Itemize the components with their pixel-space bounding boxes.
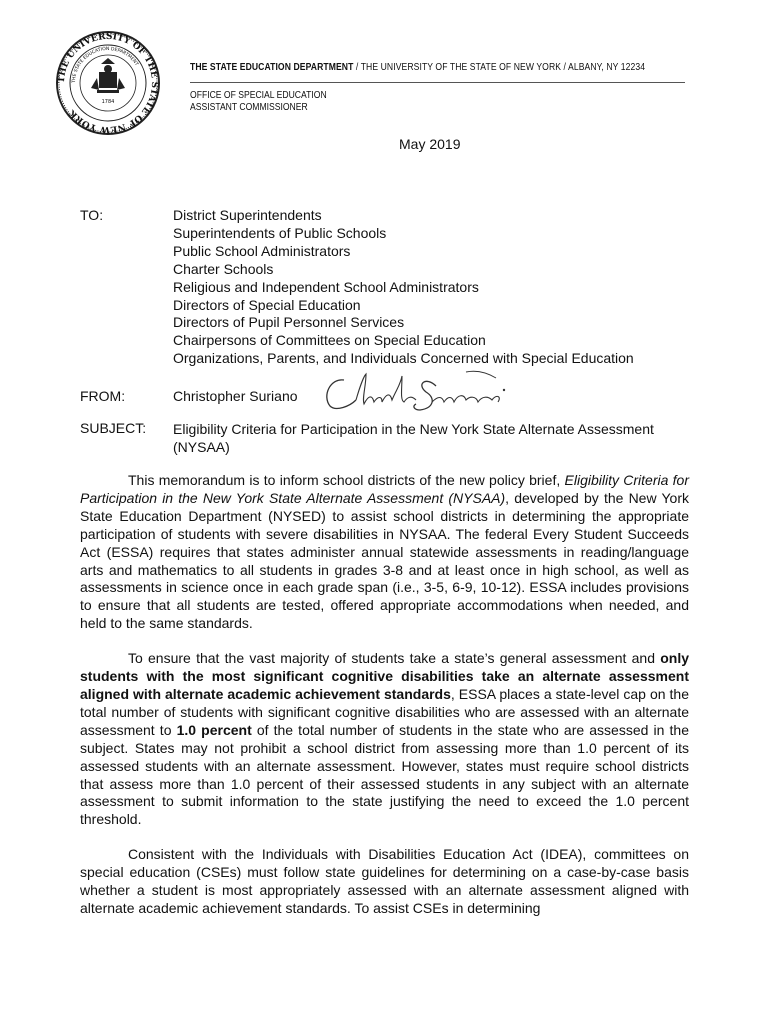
paragraph-text: To ensure that the vast majority of students take a state’s general assessment and (128, 650, 661, 667)
recipient-list (173, 207, 634, 368)
office-block (190, 90, 327, 114)
paragraph (80, 650, 689, 829)
subject-text: Eligibility Criteria for Participation in the New York State Alternate Assessment (NYSAA) (173, 421, 654, 455)
paragraph-text: , ESSA places a state-level cap on the total number of students with significant cognitive disabilities who are assessed with an alternate assessment to (80, 685, 689, 738)
office-name: OFFICE OF SPECIAL EDUCATION (190, 90, 327, 101)
paragraph-text: , developed by the New York State Education Department (NYSED) to assist school districts in determining the appropriate participation of students with severe disabilities in NYSAA. The federal Every Student Succeeds Act (ESSA) requires that states administer annual statewide assessments in reading/language arts and mathematics to all students in grades 3-8 and at least once in high school, as well as assessments in science once in each grade span (i.e., 3-5, 6-9, 10-12). ESSA includes provisions to ensure that all students are tested, offered appropriate accommodations when needed, and held to the same standards. (80, 489, 689, 632)
recipient-item: Organizations, Parents, and Individuals Concerned with Special Education (173, 350, 634, 367)
office-title: ASSISTANT COMMISSIONER (190, 102, 308, 113)
recipient-item: Superintendents of Public Schools (173, 224, 387, 241)
recipient-item: Public School Administrators (173, 242, 351, 259)
seal-inner-text: THE STATE EDUCATION DEPARTMENT (71, 46, 139, 84)
university-seal (55, 30, 161, 136)
recipient-item: Charter Schools (173, 260, 274, 277)
recipient-item: Religious and Independent School Administrators (173, 278, 479, 295)
department-address: / THE UNIVERSITY OF THE STATE OF NEW YORK / ALBANY, NY 12234 (353, 62, 646, 73)
seal-year: 1784 (101, 99, 115, 105)
paragraph-text: of the total number of students in the state who are assessed in the subject. States may not prohibit a school district from assessing more than 1.0 percent of its assessed students with an alternate assessment. However, states must require school districts that assess more than 1.0 percent of their assessed students in any subject with an alternate assessment to submit information to the state justifying the need to exceed the 1.0 percent threshold. (80, 721, 689, 828)
recipient-item: Directors of Pupil Personnel Services (173, 314, 405, 331)
recipient-item: District Superintendents (173, 207, 322, 223)
memo-date: May 2019 (399, 136, 461, 152)
recipient-item: Chairpersons of Committees on Special Education (173, 332, 486, 349)
emphasis-text: 1.0 percent (176, 721, 252, 738)
from-name: Christopher Suriano (173, 388, 298, 404)
header-divider (190, 82, 685, 83)
department-name: THE STATE EDUCATION DEPARTMENT (190, 62, 354, 73)
seal-outer-text: THE UNIVERSITY OF THE STATE OF NEW YORK (56, 31, 160, 135)
from-label: FROM: (80, 388, 126, 404)
signature-image (316, 366, 516, 416)
to-label: TO: (80, 207, 104, 223)
paragraph-text: This memorandum is to inform school districts of the new policy brief, (128, 472, 565, 488)
letterhead (190, 62, 645, 73)
paragraph: Consistent with the Individuals with Disabilities Education Act (IDEA), committees on special education (CSEs) must follow state guidelines for determining on a case-by-case basis whether a student is most appropriately assessed with an alternate assessment aligned with alternate academic achievement standards. To assist CSEs in determining (80, 846, 689, 916)
recipient-item: Directors of Special Education (173, 296, 361, 313)
paragraph (80, 472, 689, 633)
subject-label: SUBJECT: (80, 420, 147, 436)
seal-emblem-icon (91, 58, 125, 93)
emphasis-text: only students with the most significant cognitive disabilities take an alternate assessment aligned with alternate academic achievement standards (80, 650, 689, 702)
policy-brief-title: Eligibility Criteria for Participation in the New York State Alternate Assessment (NYSAA) (80, 472, 689, 506)
memo-body (80, 472, 689, 935)
